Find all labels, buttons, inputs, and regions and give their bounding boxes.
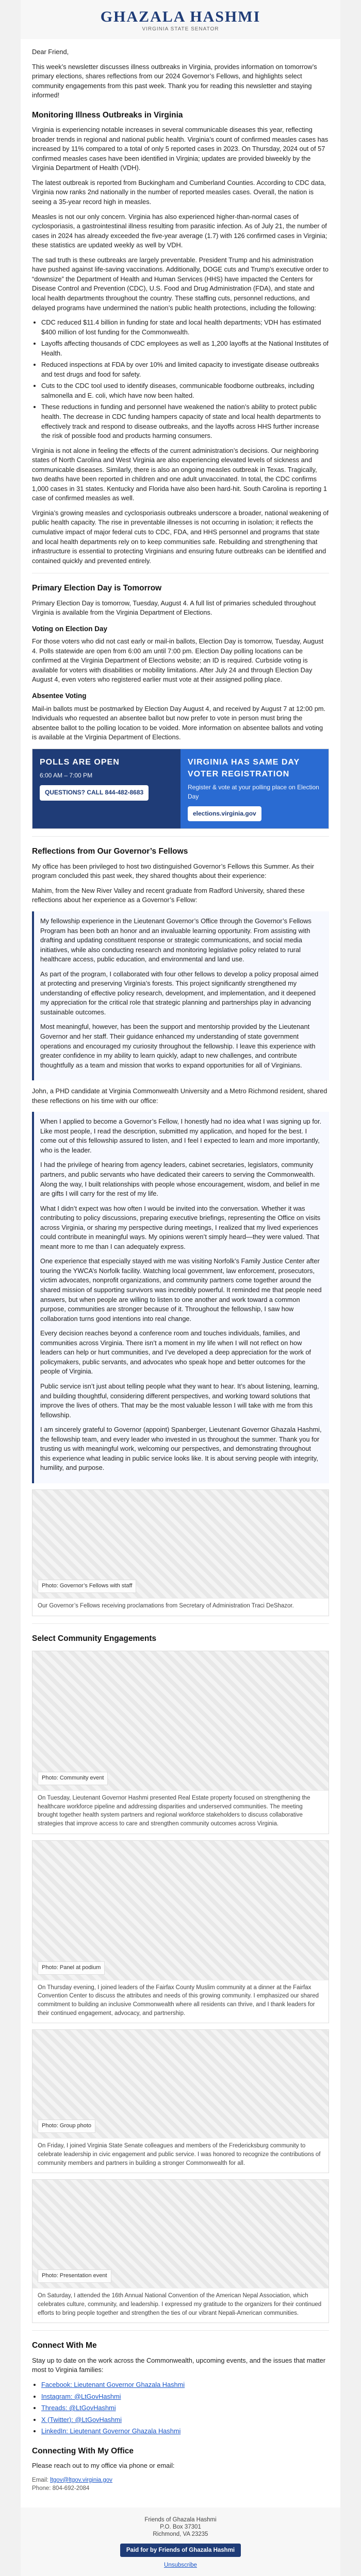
email-content	[21, 39, 340, 2507]
social-link-item	[41, 2403, 329, 2413]
unsubscribe-text[interactable]: Unsubscribe	[164, 2562, 197, 2569]
social-link-linkedin[interactable]: LinkedIn: Lieutenant Governor Ghazala Hashmi	[41, 2427, 181, 2435]
outbreaks-bullet-3: • Reduced inspections at FDA by over 10% and limited capacity to investigate disease outbreaks and test drugs and food for safety.	[41, 360, 329, 379]
paid-for-by: Paid for by Friends of Ghazala Hashmi	[120, 2544, 241, 2557]
social-links	[41, 2380, 329, 2436]
election-graphic	[32, 749, 329, 829]
outbreaks-bullet-1: • CDC reduced $11.4 billion in funding for state and local health departments; VDH has estimated $400 million of lost funding for the Commonwealth.	[41, 318, 329, 337]
community-photo-2-caption: On Thursday evening, I joined leaders of the Fairfax County Muslim community at a dinner at the Fairfax Convention Center to discuss the attributes and needs of this growing community. I emphasized our shared commitment to building an inclusive Commonwealth where all residents can thrive, and I thank leaders for their continued engagement, advocacy, and partnership.	[32, 1980, 329, 2023]
fellows-photo-caption: Our Governor’s Fellows receiving proclamations from Secretary of Administration Traci DeShazor.	[32, 1598, 329, 1616]
social-link-threads[interactable]: Threads: @LtGovHashmi	[41, 2404, 116, 2412]
fellows-quote-1: My fellowship experience in the Lieutenant Governor’s Office through the Governor’s Fellows Program has been both an honor and an invaluable learning opportunity. From assisting with drafting and updating constituent response or strategic communications, and social media initiatives, while also conducting research and monitoring legislative policy related to rural healthcare access, public education, and environmental and land use.	[40, 917, 311, 963]
primary-absentee-title: Absentee Voting	[32, 692, 87, 700]
outbreaks-bullet-5: • These reductions in funding and personnel have weakened the nation’s ability to protect public health. The decrease in CDC funding hampers capacity of state and local health departments to effectively track and respond to disease outbreaks, and the layoffs across HHS further increase the risk of possible food and products harming consumers.	[41, 402, 329, 440]
footer	[21, 2507, 340, 2576]
fellows-photo-label: Photo: Governor’s Fellows with staff	[38, 1580, 136, 1593]
community-photo-4-caption: On Saturday, I attended the 16th Annual National Convention of the American Nepal Association, which celebrates culture, community, and leadership. I expressed my gratitude to the organizers for their continued efforts to bring people together and strengthen the ties of our vibrant Nepali-American communities.	[32, 2288, 329, 2323]
same-day-registration-subtitle: Register & vote at your polling place on Election Day	[188, 784, 319, 800]
section-title-outbreaks: Monitoring Illness Outbreaks in Virginia	[32, 110, 183, 120]
section-title-primary: Primary Election Day is Tomorrow	[32, 584, 162, 593]
community-photo-2	[32, 1840, 329, 2024]
polls-open-cta[interactable]: QUESTIONS? CALL 844-482-8683	[40, 785, 149, 800]
fellows-quote-7: One experience that especially stayed with me was visiting Norfolk’s Family Justice Center after touring the YWCA’s Norfolk facility. Watching local government, law enforcement, prosecutors, victim advocates, nonprofit organizations, and community partners come together around the shared mission of supporting survivors was incredibly powerful. It reminded me that people need answers, but when people are willing to listen to one another and work toward a common purpose, communities are stronger because of it. Throughout the fellowship, I saw how collaboration turns good intentions into real change.	[40, 1257, 322, 1323]
outbreaks-p5: Virginia is not alone in feeling the effects of the current administration’s decisions. Our neighboring states of North Carolina and West Virginia are also experiencing elevated levels of sickness and communicable diseases. Similarly, there is also an ongoing measles outbreak in Texas. Tragically, two deaths have been reported in children and one adult unvaccinated. In total, the CDC confirms 1,000 cases in 31 states. Kentucky and Florida have also been hard-hit. South Carolina is reporting 1 case of confirmed measles as well.	[32, 446, 327, 502]
office-contact	[32, 2476, 329, 2493]
polls-open-subtitle: 6:00 AM – 7:00 PM	[40, 771, 93, 779]
fellows-quote-8: Every decision reaches beyond a conference room and touches individuals, families, and communities across Virginia. There isn’t a moment in my life when I will not reflect on how leaders can help or hurt communities, and I’ve developed a deep appreciation for the work of policymakers, public servants, and advocates who speak hope and better outcomes for the people of Virginia.	[40, 1329, 311, 1376]
community-photo-1-label: Photo: Community event	[38, 1772, 108, 1785]
office-paragraph: Please reach out to my office via phone or email:	[32, 2462, 175, 2470]
fellows-photo-image	[32, 1490, 329, 1598]
outbreaks-p3: Measles is not our only concern. Virginia has also experienced higher-than-normal cases of cyclosporiasis, a gastrointestinal illness resulting from parasitic infection. As of July 21, the number of cases in 2024 has already exceeded the five-year average (1.7) with 126 confirmed cases in Virginia; these statistics are updated weekly as well by VDH.	[32, 212, 327, 249]
primary-absentee-paragraph: Mail-in ballots must be postmarked by Election Day August 4, and received by August 7 at 12:00 pm. Individuals who requested an absentee ballot but now prefer to vote in person must bring the absentee ballot to the polling location to be voided. More information on absentee ballots and voting is available at the Virginia Department of Elections.	[32, 704, 326, 741]
footer-line-3: Richmond, VA 23235	[153, 2531, 208, 2538]
office-email-label: Email:	[32, 2477, 48, 2483]
section-title-fellows: Reflections from Our Governor’s Fellows	[32, 847, 188, 856]
fellows-p1: My office has been privileged to host two distinguished Governor’s Fellows this Summer. As their program concluded this past week, they shared thoughts about their experience:	[32, 862, 314, 880]
social-link-item	[41, 2427, 329, 2436]
community-photo-4	[32, 2179, 329, 2323]
community-photo-4-label: Photo: Presentation event	[38, 2269, 111, 2283]
brand-tagline: VIRGINIA STATE SENATOR	[142, 26, 219, 32]
community-photo-3-label: Photo: Group photo	[38, 2120, 95, 2133]
fellows-quote-block-1	[32, 911, 329, 1080]
community-photo-1	[32, 1651, 329, 1834]
fellows-photo	[32, 1489, 329, 1616]
community-photo-1-caption: On Tuesday, Lieutenant Governor Hashmi presented Real Estate property focused on strengthening the healthcare workforce pipeline and addressing disparities and underserved communities. The meeting brought together health system partners and regional workforce stakeholders to discuss collaborative strategies that improve access to care and strengthen community outcomes across Virginia.	[32, 1790, 329, 1834]
social-link-item	[41, 2392, 329, 2402]
primary-voting-paragraph: For those voters who did not cast early or mail-in ballots, Election Day is tomorrow, Tuesday, August 4. Polls statewide are open from 6:00 am until 7:00 pm. Election Day polling locations can be confirmed at the Virginia Department of Elections website; an ID is required. Curbside voting is available for voters with disabilities or mobility limitations. After July 24 and through Election Day August 4, even voters who registered earlier must vote at their assigned polling place.	[32, 637, 324, 684]
fellows-quote-5: I had the privilege of hearing from agency leaders, cabinet secretaries, legislators, community partners, and public servants who have dedicated their careers to serving the Commonwealth. Along the way, I built relationships with people whose encouragement, wisdom, and belief in me are gifts I will carry for the rest of my life.	[40, 1161, 320, 1198]
office-title: Connecting With My Office	[32, 2446, 134, 2455]
primary-voting-title: Voting on Election Day	[32, 624, 108, 633]
divider	[32, 2330, 329, 2331]
social-link-x[interactable]: X (Twitter): @LtGovHashmi	[41, 2415, 122, 2424]
connect-paragraph: Stay up to date on the work across the Commonwealth, upcoming events, and the issues that matter most to Virginia families:	[32, 2356, 326, 2374]
brand-name: GHAZALA HASHMI	[100, 8, 261, 25]
office-phone-label: Phone:	[32, 2485, 51, 2492]
social-link-item	[41, 2380, 329, 2390]
footer-line-1: Friends of Ghazala Hashmi	[144, 2517, 217, 2523]
outbreaks-p4: The sad truth is these outbreaks are largely preventable. President Trump and his administration have pushed against life-saving vaccinations. Additionally, DOGE cuts and Trump’s executive order to “downsize” the Department of Health and Human Services (HHS) have impacted the Centers for Disease Control and Prevention (CDC), U.S. Food and Drug Administration (FDA), and state and local health departments throughout the country. These staffing cuts, personnel reductions, and delayed programs have undermined the nation’s public health protections, including the following:	[32, 256, 329, 312]
greeting: Dear Friend,	[32, 48, 69, 56]
divider	[32, 836, 329, 837]
community-photo-2-label: Photo: Panel at podium	[38, 1961, 105, 1975]
fellows-intro-1: Mahim, from the New River Valley and recent graduate from Radford University, shared these reflections about her experience as a Governor’s Fellow:	[32, 886, 305, 904]
community-photo-3	[32, 2029, 329, 2173]
community-photo-3-image	[32, 2030, 329, 2138]
community-photo-3-caption: On Friday, I joined Virginia State Senate colleagues and members of the Fredericksburg community to celebrate leadership in civic engagement and public service. I was honored to recognize the contributions of community members and partners in building a stronger Commonwealth for all.	[32, 2138, 329, 2173]
community-photo-2-image	[32, 1841, 329, 1980]
fellows-quote-2: As part of the program, I collaborated with four other fellows to develop a policy proposal aimed at protecting and preserving Virginia’s forests. This project significantly strengthened my understanding of effective policy research, development, and implementation, and it deepened my appreciation for the critical role that strategic planning and partnerships play in advancing sustainable outcomes.	[40, 970, 319, 1016]
outbreaks-bullet-4: • Cuts to the CDC tool used to identify diseases, communicable foodborne outbreaks, including salmonella and E. coli, which have now been halted.	[41, 381, 329, 400]
unsubscribe-link[interactable]	[26, 2562, 335, 2568]
brand-logo	[101, 9, 261, 32]
outbreaks-p6: Virginia’s growing measles and cyclosporiasis outbreaks underscore a broader, national weakening of public health capacity. The rise in preventable illnesses is not occurring in isolation; it reflects the cumulative impact of major federal cuts to CDC, FDA, and HHS personnel and programs that state and local health departments rely on to keep communities safe. Rebuilding and strengthening that infrastructure is essential to protecting Virginians and ensuring future outbreaks can be identified and contained quickly and prevented entirely.	[32, 509, 329, 565]
same-day-registration-panel	[180, 749, 329, 829]
header	[21, 0, 340, 39]
email-container	[21, 0, 340, 2576]
primary-p1: Primary Election Day is tomorrow, Tuesday, August 4. A full list of primaries scheduled throughout Virginia is available from the Virginia Department of Elections.	[32, 599, 316, 617]
connect-title: Connect With Me	[32, 2341, 97, 2350]
intro-paragraph: This week’s newsletter discusses illness outbreaks in Virginia, provides information on tomorrow’s primary elections, shares reflections from our 2024 Governor’s Fellows, and highlights select community engagements from this past week. Thank you for reading this newsletter and staying informed!	[32, 62, 317, 99]
community-photo-1-image	[32, 1651, 329, 1790]
same-day-registration-title: VIRGINIA HAS SAME DAY VOTER REGISTRATION	[188, 757, 300, 778]
fellows-quote-10: I am sincerely grateful to Governor (appoint) Spanberger, Lieutenant Governor Ghazala Hashmi, the fellowship team, and every leader who invested in us throughout the summer. Thank you for trusting us with meaningful work, welcoming our perspectives, and demonstrating throughout this experience what leading in public service looks like. It is about serving people with integrity, humility, and purpose.	[40, 1426, 322, 1472]
section-title-community: Select Community Engagements	[32, 1634, 157, 1643]
social-link-item	[41, 2415, 329, 2425]
fellows-quote-4: When I applied to become a Governor’s Fellow, I honestly had no idea what I was signing up for. Like most people, I read the description, submitted my application, and hoped for the best. I come out of this fellowship assured to listen, and I feel I expected to learn and more importantly, who is the leader.	[40, 1117, 322, 1154]
same-day-registration-cta[interactable]: elections.virginia.gov	[188, 806, 261, 821]
polls-open-title: POLLS ARE OPEN	[40, 757, 120, 767]
office-phone: 804-692-2084	[52, 2485, 90, 2492]
outbreaks-bullet-2: • Layoffs affecting thousands of CDC employees as well as 1,200 layoffs at the National Institutes of Health.	[41, 339, 329, 358]
fellows-quote-6: What I didn’t expect was how often I would be invited into the conversation. Whether it was contributing to policy discussions, preparing executive briefings, representing the Office on visits across Virginia, or sharing my perspective during meetings, I realized that my lived experiences could contribute in meaningful ways. My opinions weren’t simply heard—they were valued. That meant more to me than I can adequately express.	[40, 1204, 321, 1250]
fellows-quote-3: Most meaningful, however, has been the support and mentorship provided by the Lieutenant Governor and her staff. Their guidance enhanced my understanding of state government operations and encouraged my curiosity throughout the fellowship. I leave this experience with greater confidence in my ability to learn quickly, adapt to new challenges, and contribute thoughtfully as a team and mission that works to expand opportunities for all of Virginians.	[40, 1023, 316, 1069]
outbreaks-p2: The latest outbreak is reported from Buckingham and Cumberland Counties. According to CDC data, Virginia now ranks 2nd nationally in the number of reported measles cases. Overall, the nation is seeing a 35-year record high in measles.	[32, 178, 326, 206]
community-photo-4-image	[32, 2180, 329, 2288]
fellows-quote-9: Public service isn’t just about telling people what they want to hear. It’s about listening, learning, and building thoughtful, considering different perspectives, and working toward solutions that improve the lives of others. That may be the most valuable lesson I will take with me from this fellowship.	[40, 1382, 319, 1419]
divider	[32, 1623, 329, 1624]
office-email-link[interactable]: ltgov@ltgov.virginia.gov	[50, 2477, 112, 2483]
polls-open-panel	[32, 749, 180, 829]
fellows-intro-2: John, a PHD candidate at Virginia Commonwealth University and a Metro Richmond resident, shared these reflections on his time with our office:	[32, 1087, 327, 1105]
fellows-quote-block-2	[32, 1112, 329, 1483]
outbreaks-p1: Virginia is experiencing notable increases in several communicable diseases this year, reflecting broader trends in regional and national public health. Virginia’s count of confirmed measles cases has increased by 11% compared to a total of only 5 reported cases in 2023. On Thursday, 2024 out of 57 confirmed measles cases have been identified in Virginia; updates are provided biweekly by the Virginia Department of Health (VDH).	[32, 126, 329, 172]
social-link-instagram[interactable]: Instagram: @LtGovHashmi	[41, 2392, 121, 2400]
outbreaks-bullets	[41, 318, 329, 441]
footer-line-2: P.O. Box 37301	[160, 2524, 201, 2531]
social-link-facebook[interactable]: Facebook: Lieutenant Governor Ghazala Hashmi	[41, 2380, 185, 2388]
